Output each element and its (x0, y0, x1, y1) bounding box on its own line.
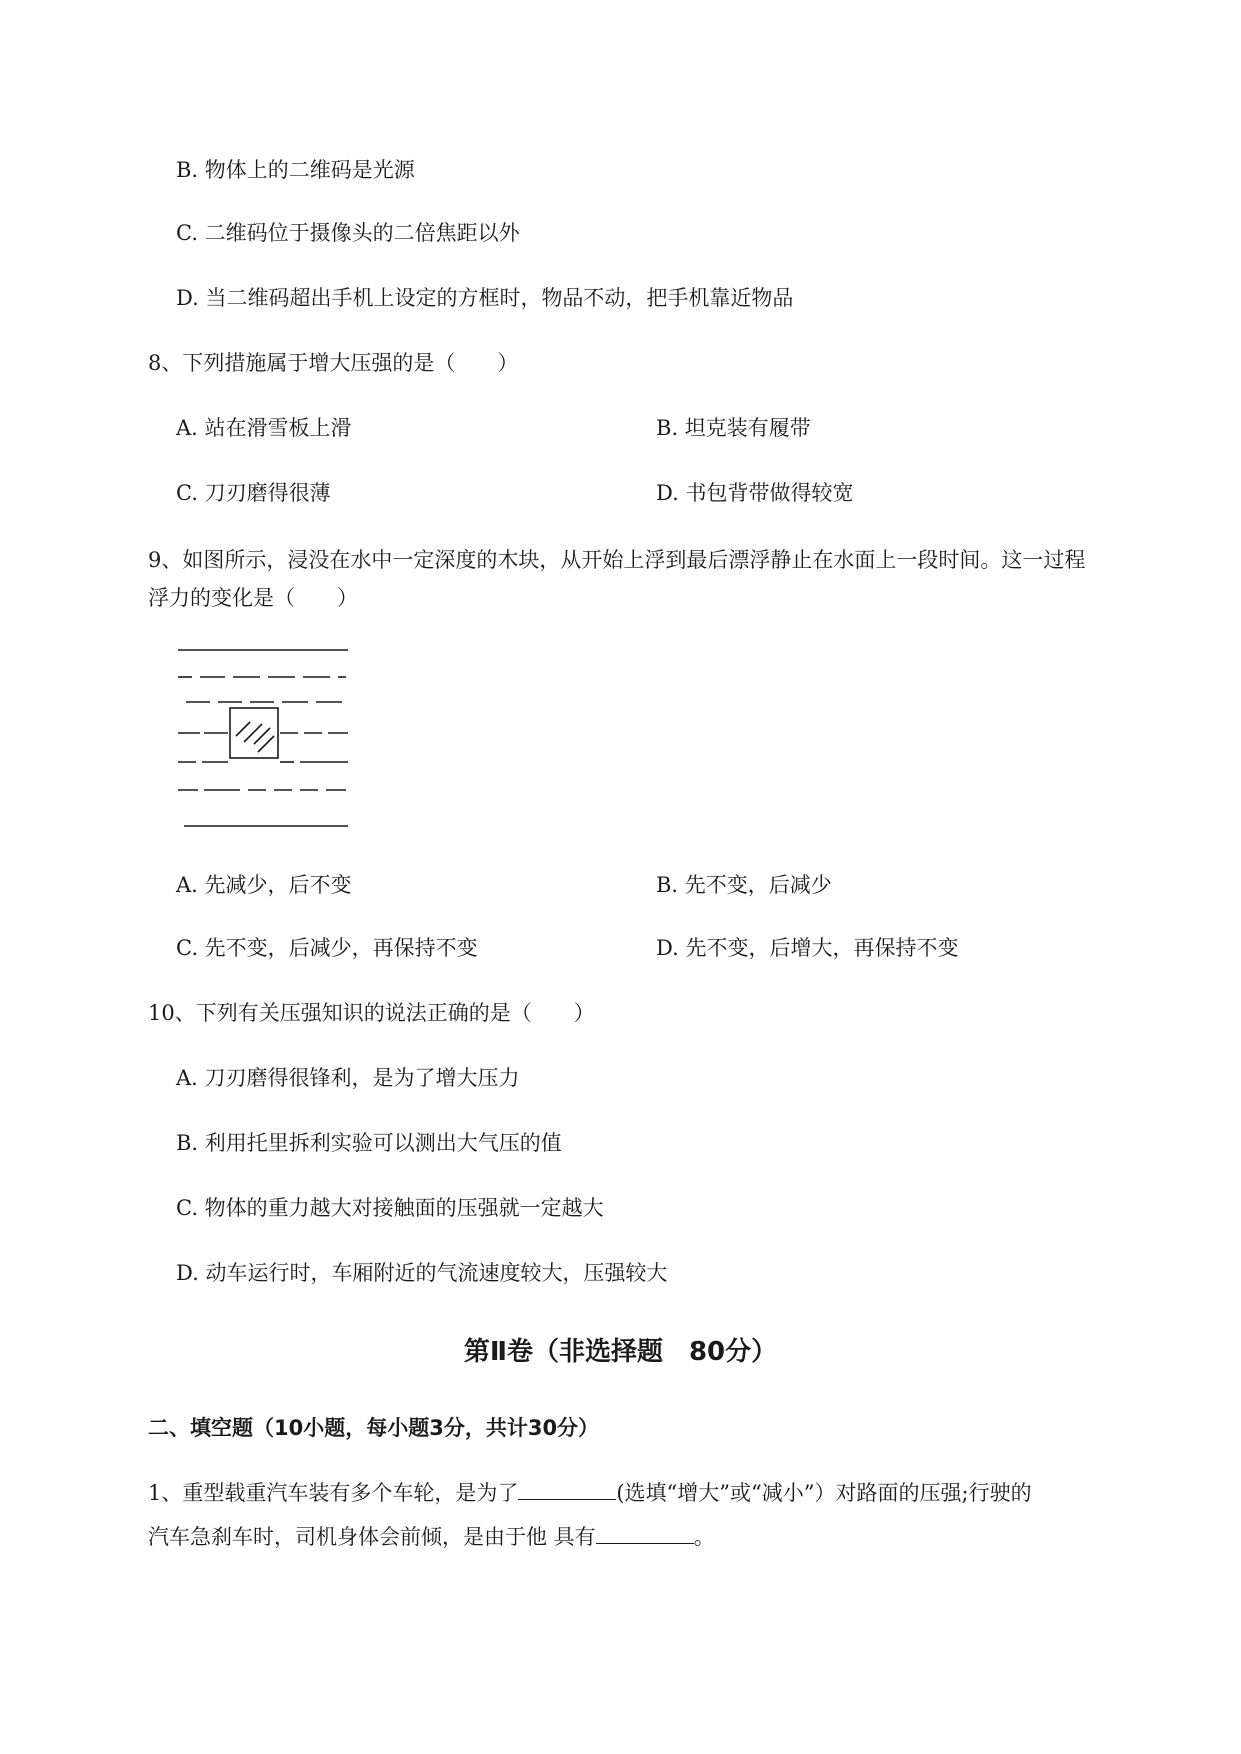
fill1-line2 (148, 1521, 715, 1552)
q9-option-d: D. 先不变，后增大，再保持不变 (656, 936, 959, 960)
q8-option-a: A. 站在滑雪板上滑 (176, 416, 352, 440)
fill1-text-a: 1、重型载重汽车装有多个车轮，是为了 (148, 1481, 519, 1505)
wooden-block (230, 708, 278, 758)
q8-option-d: D. 书包背带做得较宽 (656, 481, 854, 505)
q10-option-d: D. 动车运行时，车厢附近的气流速度较大，压强较大 (176, 1261, 668, 1285)
fill1-text-c: 汽车急刹车时，司机身体会前倾，是由于他 具有 (148, 1525, 596, 1549)
q10-stem: 10、下列有关压强知识的说法正确的是（ ） (148, 1001, 595, 1025)
answer-blank[interactable] (596, 1521, 694, 1544)
q9-option-b: B. 先不变，后减少 (656, 873, 832, 897)
q8-stem: 8、下列措施属于增大压强的是（ ） (148, 351, 519, 375)
q9-option-c: C. 先不变，后减少，再保持不变 (176, 936, 478, 960)
q8-option-c: C. 刀刃磨得很薄 (176, 481, 331, 505)
floating-block-diagram (170, 640, 360, 850)
part-2-title: 第Ⅱ卷（非选择题 80分） (463, 1337, 778, 1367)
q9-option-a: A. 先减少，后不变 (176, 873, 352, 897)
q10-option-c: C. 物体的重力越大对接触面的压强就一定越大 (176, 1196, 604, 1220)
q10-option-b: B. 利用托里拆利实验可以测出大气压的值 (176, 1131, 562, 1155)
fill1-text-d: 。 (693, 1525, 715, 1549)
answer-blank[interactable] (518, 1477, 616, 1500)
q7-option-b: B. 物体上的二维码是光源 (176, 158, 415, 182)
q7-option-c: C. 二维码位于摄像头的二倍焦距以外 (176, 221, 520, 245)
q9-stem-line2: 浮力的变化是（ ） (148, 586, 358, 610)
fill1-text-b: (选填“增大”或“减小”）对路面的压强;行驶的 (616, 1481, 1032, 1505)
q7-option-d: D. 当二维码超出手机上设定的方框时，物品不动，把手机靠近物品 (176, 286, 794, 310)
section-fill-in-heading: 二、填空题（10小题，每小题3分，共计30分） (148, 1416, 600, 1440)
q10-option-a: A. 刀刃磨得很锋利，是为了增大压力 (176, 1066, 520, 1090)
q8-option-b: B. 坦克装有履带 (656, 416, 811, 440)
fill1-line1 (148, 1477, 1032, 1508)
q9-stem-line1: 9、如图所示，浸没在水中一定深度的木块，从开始上浮到最后漂浮静止在水面上一段时间。这一过程 (148, 548, 1086, 572)
